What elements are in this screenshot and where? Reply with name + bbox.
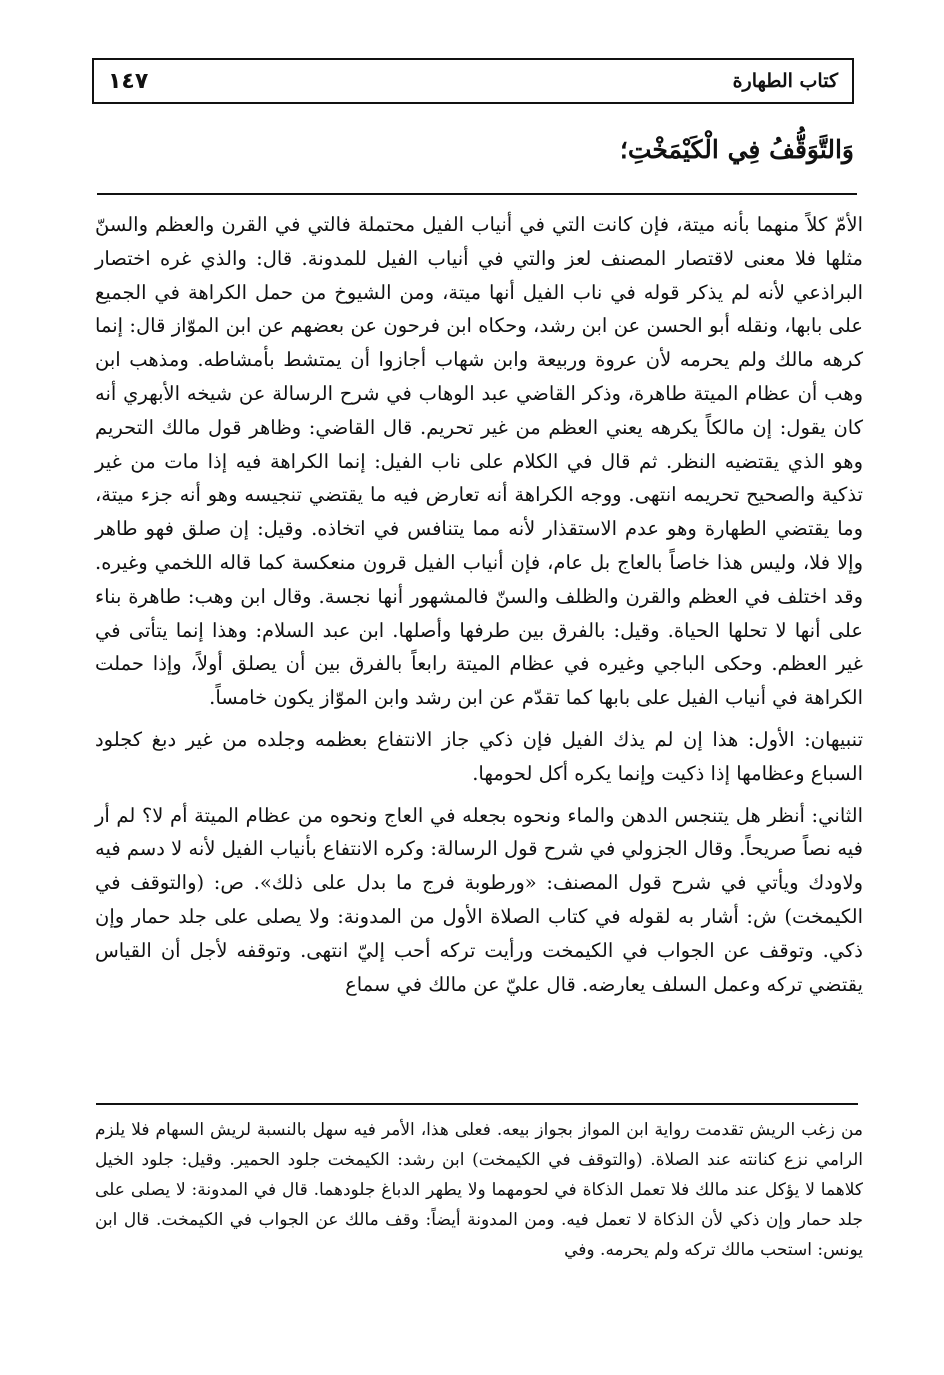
footnote-divider bbox=[96, 1103, 858, 1105]
commentary-paragraph: الثاني: أنظر هل يتنجس الدهن والماء ونحوه بجعله في العاج ونحوه من عظام الميتة أم لا؟ لم أر فيه نصاً صريحاً. وقال الجزولي في شرح قول الرسالة: وكره الانتفاع بأنياب الفيل لأنه لا دسم فيه ولاودك ويأتي في شرح قول المصنف: «ورطوبة فرج ما بدل على ذلك». ص: (والتوقف في الكيمخت) ش: أشار به لقوله في كتاب الصلاة الأول من المدونة: ولا يصلى على جلد حمار وإن ذكي. وتوقف عن الجواب في الكيمخت ورأيت تركه أحب إليّ انتهى. وتوقفه لأجل أن القياس يقتضي تركه وعمل السلف يعارضه. قال عليّ عن مالك في سماع bbox=[95, 803, 863, 996]
commentary-paragraph: تنبيهان: الأول: هذا إن لم يذك الفيل فإن ذكي جاز الانتفاع بعظمه وجلده من غير دبغ كجلود السباع وعظامها إذا ذكيت وإنما يكره أكل لحومها. bbox=[95, 727, 863, 785]
matn-divider bbox=[97, 193, 857, 195]
running-header bbox=[92, 58, 854, 104]
book-title: كتاب الطهارة bbox=[732, 70, 838, 92]
footnote-text: من زغب الريش تقدمت رواية ابن المواز بجواز بيعه. فعلى هذا، الأمر فيه سهل بالنسبة لريش السهام فلا يلزم الرامي نزع كنانته عند الصلاة. (والتوقف في الكيمخت) ابن رشد: الكيمخت جلود الحمير. وقيل: جلود الخيل كلاهما لا يؤكل عند مالك فلا تعمل الذكاة في لحومهما ولا يطهر الدباغ جلودهما. قال في المدونة: لا يصلى على جلد حمار وإن ذكي لأن الذكاة لا تعمل فيه. ومن المدونة أيضاً: وقف مالك عن الجواب في الكيمخت. قال ابن يونس: استحب مالك تركه ولم يحرمه. وفي bbox=[95, 1120, 863, 1260]
matn-text: وَالتَّوَقُّفُ فِي الْكَيْمَخْتِ؛ bbox=[619, 135, 854, 164]
page-number: ١٤٧ bbox=[108, 68, 149, 94]
commentary-paragraph: الأمّ كلاً منهما بأنه ميتة، فإن كانت التي في أنياب الفيل محتملة فالتي في القرن والعظم والسنّ مثلها فلا معنى لاقتصار المصنف لعز والتي في أنياب الفيل للمدونة. قال: والذي غره اختصار البراذعي لأنه لم يذكر قوله في ناب الفيل أنها ميتة، ومن الشيوخ من حمل الكراهة في الجميع على بابها، ونقله أبو الحسن عن ابن رشد، وحكاه ابن فرحون عن بعضهم عن ابن الموّاز قال: إنما كرهه مالك ولم يحرمه لأن عروة وربيعة وابن شهاب أجازوا أن يمتشط بأمشاطه. ومذهب ابن وهب أن عظام الميتة طاهرة، وذكر القاضي عبد الوهاب في شرح الرسالة عن شيخه الأبهري أنه كان يقول: إن مالكاً يكرهه يعني العظم من غير تحريم. قال القاضي: وظاهر قول مالك التحريم وهو الذي يقتضيه النظر. ثم قال في الكلام على ناب الفيل: إنما الكراهة فيه إذا مات من غير تذكية والصحيح تحريمه انتهى. ووجه الكراهة أنه تعارض فيه ما يقتضي تنجيسه وهو أنه جزء ميتة، وما يقتضي الطهارة وهو عدم الاستقذار لأنه مما يتنافس في اتخاذه. وقيل: إن صلق فهو طاهر وإلا فلا، وليس هذا خاصاً بالعاج بل عام، فإن أنياب الفيل قرون منعكسة كما قاله اللخمي وغيره. وقد اختلف في العظم والقرن والظلف والسنّ فالمشهور أنها نجسة. وقال ابن وهب: طاهرة بناء على أنها لا تحلها الحياة. وقيل: بالفرق بين طرفها وأصلها. ابن عبد السلام: وهذا إنما يتأتى في غير العظم. وحكى الباجي وغيره في عظام الميتة رابعاً بالفرق بين أن يصلق أولاً، وإذا حملت الكراهة في أنياب الفيل على بابها كما تقدّم عن ابن رشد وابن الموّاز يكون خامساً. bbox=[95, 213, 863, 710]
commentary-body bbox=[95, 208, 863, 1009]
